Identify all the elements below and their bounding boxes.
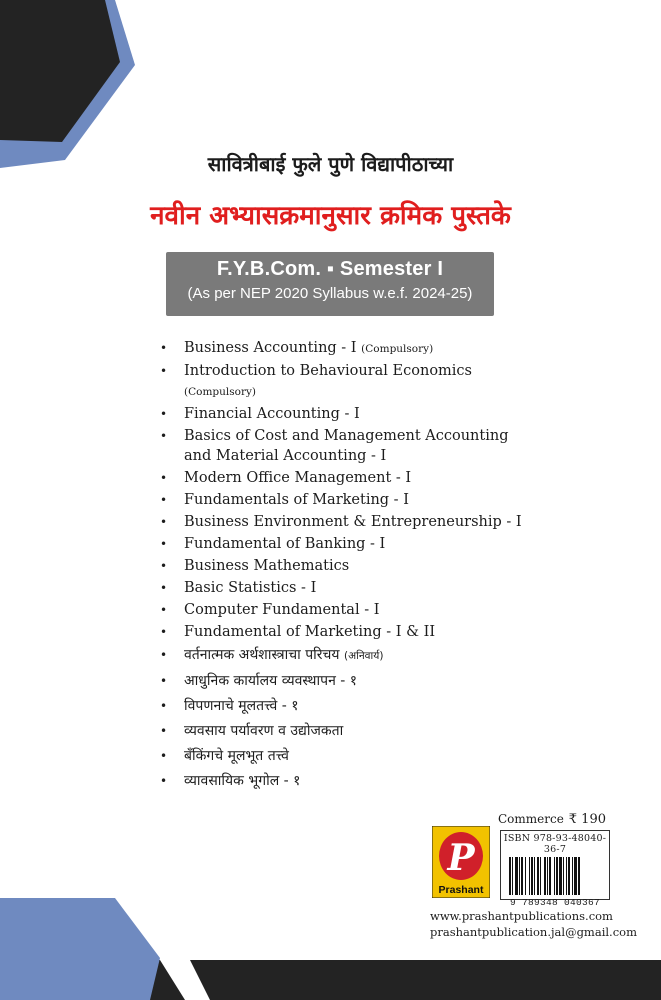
subject-title: वर्तनात्मक अर्थशास्त्राचा परिचय xyxy=(184,647,340,663)
list-item xyxy=(158,622,538,642)
subject-title: Business Environment & Entrepreneurship - I xyxy=(184,514,522,530)
subject-title: Basics of Cost and Management Accounting xyxy=(184,428,509,444)
list-item xyxy=(158,426,538,446)
barcode-bar xyxy=(568,857,570,895)
subject-note: (Compulsory) xyxy=(361,343,434,355)
logo-letter: P xyxy=(447,837,475,879)
barcode-bar xyxy=(547,857,548,895)
bullet-icon: • xyxy=(160,493,168,507)
subject-title: Business Mathematics xyxy=(184,558,350,574)
barcode-bar xyxy=(512,857,513,895)
subject-note: (अनिवार्य) xyxy=(344,650,384,662)
bullet-icon: • xyxy=(160,429,168,443)
barcode-bar xyxy=(534,857,535,895)
subject-list xyxy=(158,338,538,795)
barcode-bar xyxy=(521,857,523,895)
top-left-dark-octagon xyxy=(0,0,120,142)
list-item xyxy=(158,512,538,532)
subject-title: Introduction to Behavioural Economics xyxy=(184,363,472,379)
header-university-line: सावित्रीबाई फुले पुणे विद्यापीठाच्या xyxy=(207,152,454,176)
bullet-icon: • xyxy=(160,749,168,763)
list-item xyxy=(158,770,538,793)
bullet-icon: • xyxy=(160,625,168,639)
price-row xyxy=(498,812,606,827)
bullet-icon: • xyxy=(160,515,168,529)
bottom-dark-band-right xyxy=(190,960,661,1000)
list-item-continuation xyxy=(158,446,538,466)
list-item xyxy=(158,338,538,359)
bottom-left-blue-octagon xyxy=(0,898,160,1000)
bullet-icon: • xyxy=(160,537,168,551)
subject-title: Basic Statistics - I xyxy=(184,580,317,596)
bullet-icon: • xyxy=(160,724,168,738)
barcode-bar xyxy=(572,857,573,895)
subject-title: Computer Fundamental - I xyxy=(184,602,380,618)
bullet-icon: • xyxy=(160,341,168,355)
barcode-bar xyxy=(554,857,555,895)
barcode-bar xyxy=(509,857,511,895)
subject-note: (Compulsory) xyxy=(184,386,257,398)
subject-title: Business Accounting - I xyxy=(184,340,357,356)
course-subtitle: (As per NEP 2020 Syllabus w.e.f. 2024-25) xyxy=(187,285,473,302)
course-box xyxy=(166,252,494,316)
subject-title: व्यवसाय पर्यावरण व उद्योजकता xyxy=(184,723,344,739)
barcode-digits: 9 789348 040367 xyxy=(509,897,600,908)
contact-block xyxy=(430,908,637,940)
email-link[interactable]: prashantpublication.jal@gmail.com xyxy=(430,925,637,939)
bullet-icon: • xyxy=(160,581,168,595)
subject-title: बँकिंगचे मूलभूत तत्त्वे xyxy=(184,748,289,764)
barcode-box xyxy=(500,830,610,908)
bullet-icon: • xyxy=(160,699,168,713)
subject-title: विपणनाचे मूलतत्त्वे - १ xyxy=(184,698,299,714)
bullet-icon: • xyxy=(160,559,168,573)
list-item xyxy=(158,670,538,693)
bullet-icon: • xyxy=(160,603,168,617)
subject-title: Fundamental of Banking - I xyxy=(184,536,386,552)
list-item xyxy=(158,490,538,510)
bullet-icon: • xyxy=(160,471,168,485)
subject-title: आधुनिक कार्यालय व्यवस्थापन - १ xyxy=(184,673,358,689)
barcode-bar xyxy=(556,857,558,895)
barcode-bar xyxy=(515,857,518,895)
list-item xyxy=(158,468,538,488)
barcode-bar xyxy=(578,857,580,895)
barcode-bar xyxy=(540,857,541,895)
barcode-icon xyxy=(507,857,603,897)
barcode-bar xyxy=(531,857,533,895)
subject-title: Modern Office Management - I xyxy=(184,470,412,486)
bullet-icon: • xyxy=(160,648,168,662)
list-item xyxy=(158,600,538,620)
website-link[interactable]: www.prashantpublications.com xyxy=(430,909,613,923)
bullet-icon: • xyxy=(160,674,168,688)
barcode-bar xyxy=(519,857,520,895)
category-label: Commerce xyxy=(498,812,564,826)
list-item xyxy=(158,578,538,598)
barcode-bar xyxy=(563,857,564,895)
barcode-bar xyxy=(525,857,526,895)
barcode-bar xyxy=(537,857,539,895)
barcode-bar xyxy=(566,857,567,895)
list-item xyxy=(158,556,538,576)
list-item xyxy=(158,695,538,718)
barcode-bar xyxy=(559,857,562,895)
prashant-logo xyxy=(432,826,490,898)
list-item xyxy=(158,361,538,402)
price-label: ₹ 190 xyxy=(568,812,606,827)
course-title: F.Y.B.Com. ▪ Semester I xyxy=(216,258,444,280)
subject-title: Financial Accounting - I xyxy=(184,406,360,422)
header-syllabus-line: नवीन अभ्यासक्रमानुसार क्रमिक पुस्तके xyxy=(150,201,511,231)
barcode-bar xyxy=(574,857,577,895)
barcode-bar xyxy=(549,857,551,895)
list-item xyxy=(158,644,538,668)
subject-title: व्यावसायिक भूगोल - १ xyxy=(184,773,301,789)
subject-title: and Material Accounting - I xyxy=(184,448,387,464)
barcode-bar xyxy=(529,857,530,895)
list-item xyxy=(158,404,538,424)
logo-name: Prashant xyxy=(438,884,484,896)
list-item xyxy=(158,720,538,743)
bullet-icon: • xyxy=(160,774,168,788)
barcode-bar xyxy=(544,857,546,895)
subject-title: Fundamentals of Marketing - I xyxy=(184,492,409,508)
bullet-icon: • xyxy=(160,407,168,421)
list-item xyxy=(158,534,538,554)
isbn-label: ISBN 978-93-48040-36-7 xyxy=(503,833,607,855)
list-item xyxy=(158,745,538,768)
subject-title: Fundamental of Marketing - I & II xyxy=(184,624,436,640)
bullet-icon: • xyxy=(160,364,168,378)
